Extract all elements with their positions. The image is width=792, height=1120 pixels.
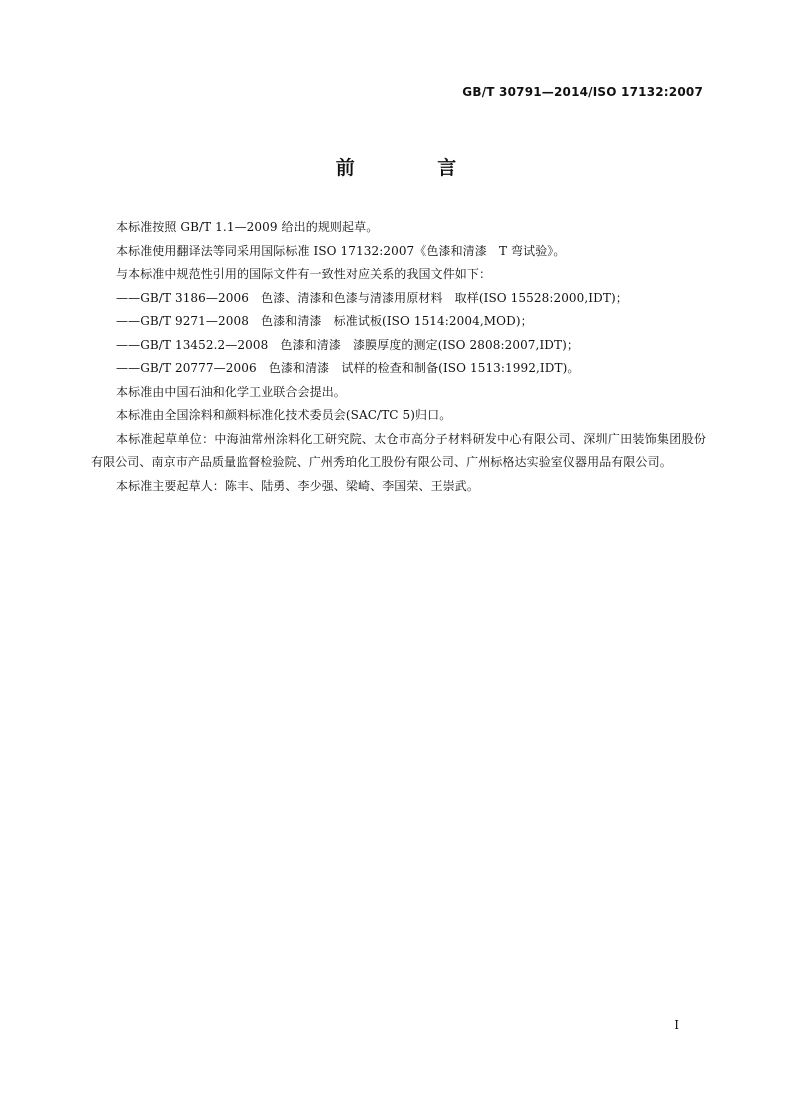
paragraph: 本标准由全国涂料和颜料标准化技术委员会(SAC/TC 5)归口。 — [116, 408, 452, 422]
paragraph: 与本标准中规范性引用的国际文件有一致性对应关系的我国文件如下： — [116, 267, 492, 281]
paragraph: 本标准使用翻译法等同采用国际标准 ISO 17132:2007《色漆和清漆 T 弯试验》。 — [116, 243, 566, 258]
paragraph: 本标准按照 GB/T 1.1—2009 给出的规则起草。 — [116, 220, 379, 234]
page-number: I — [674, 1018, 679, 1032]
foreword-body — [91, 216, 706, 498]
reference-item: ——GB/T 9271—2008 色漆和清漆 标准试板(ISO 1514:2004,MOD)； — [116, 314, 533, 328]
paragraph: 本标准由中国石油和化学工业联合会提出。 — [116, 384, 346, 399]
paragraph: 本标准主要起草人：陈丰、陆勇、李少强、梁崎、李国荣、王崇武。 — [116, 478, 480, 493]
paragraph: 本标准起草单位：中海油常州涂料化工研究院、太仓市高分子材料研发中心有限公司、深圳广田装饰集团股份有限公司、南京市产品质量监督检验院、广州秀珀化工股份有限公司、广州标格达实验室仪器用品有限公司。 — [91, 431, 706, 469]
reference-item: ——GB/T 3186—2006 色漆、清漆和色漆与清漆用原材料 取样(ISO 15528:2000,IDT)； — [116, 290, 628, 305]
standard-code: GB/T 30791—2014/ISO 17132:2007 — [462, 85, 703, 99]
reference-item: ——GB/T 13452.2—2008 色漆和清漆 漆膜厚度的测定(ISO 2808:2007,IDT)； — [116, 337, 580, 352]
reference-item: ——GB/T 20777—2006 色漆和清漆 试样的检查和制备(ISO 1513:1992,IDT)。 — [116, 361, 580, 375]
page-title: 前 言 — [335, 157, 495, 179]
